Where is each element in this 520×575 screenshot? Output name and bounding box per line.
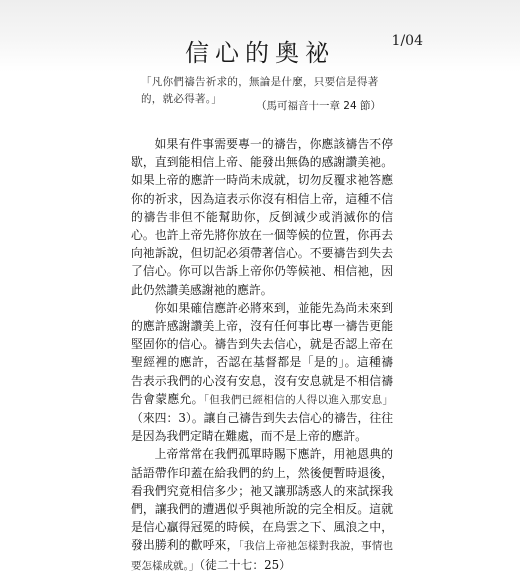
body-text: [131, 135, 393, 575]
paragraph-text: 上帝常常在我們孤單時賜下應許，用祂恩典的話語帶作印蓋在給我們的約上，然後便暫時退後，看我們究竟相信多少；祂又讓那誘惑人的來試探我們，讓我們的遭遇似乎與祂所說的完全相反。這就是信心贏得冠冕的時候，在烏雲之下、風浪之中，發出勝利的歡呼來，: [131, 447, 393, 553]
inline-scripture-quote: 「我信上帝祂怎樣對我說，事情也要怎樣成就。」: [131, 540, 393, 572]
paragraph: 如果有件事需要專一的禱告，你應該禱告不停歇，直到能相信上帝、能發出無偽的感謝讚美祂。如果上帝的應許一時尚未成就，切勿反覆求祂答應你的祈求，因為這表示你沒有相信上帝，這種不信的禱告非但不能幫助你，反倒減少或消滅你的信心。也許上帝先將你放在一個等候的位置，你再去向祂訴說，但切記必須帶著信心。不要禱告到失去了信心。你可以告訴上帝你仍等候祂、相信祂，因此仍然讚美感謝祂的應許。: [131, 137, 393, 297]
paragraph-text: 你如果確信應許必將來到，並能先為尚未來到的應許感謝讚美上帝，沒有任何事比專一禱告更能堅固你的信心。禱告到失去信心，就是否認上帝在聖經裡的應許，否認在基督都是「是的」。這種禱告表示我們的心沒有安息，沒有安息就是不相信禱告會蒙應允。: [131, 300, 393, 406]
page-title: 信心的奧祕: [185, 39, 335, 67]
page-date: 1/04: [391, 33, 423, 49]
paragraph: [131, 445, 393, 574]
inline-scripture-quote: 「但我們已經相信的人得以進入那安息」: [203, 393, 393, 406]
paragraph: [131, 299, 393, 446]
epigraph-citation: （馬可福音十一章 24 節）: [255, 100, 381, 112]
epigraph-quote: 「凡你們禱告祈求的，無論是什麼，只要信是得著的，就必得著。」: [141, 76, 379, 105]
paragraph-text: （來四：3）。讓自己禱告到失去信心的禱告，往往是因為我們定睛在難處，而不是上帝的應許。: [131, 411, 393, 444]
paragraph-text: （徒二十七：25）: [199, 557, 291, 572]
